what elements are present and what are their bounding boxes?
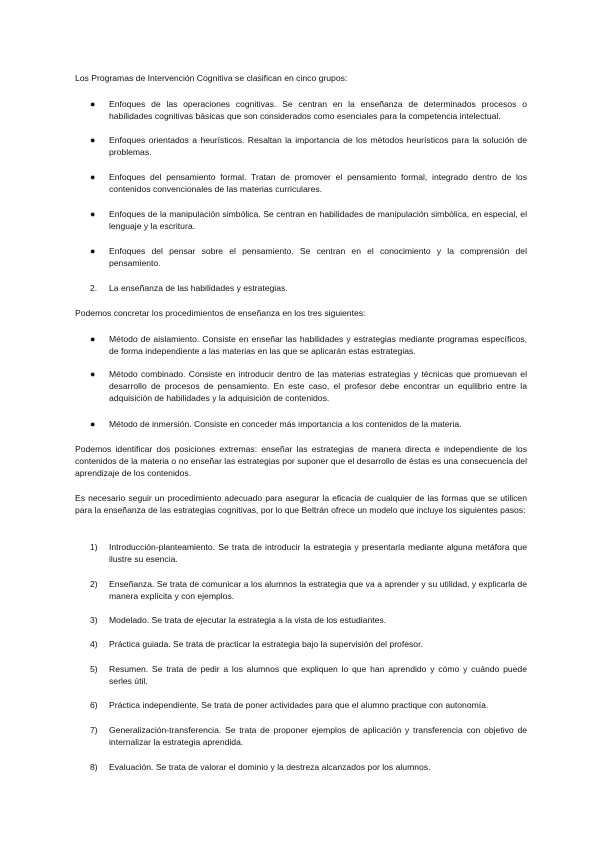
positions-paragraph: Podemos identificar dos posiciones extremas: enseñar las estrategias de manera directa e independiente de los contenidos de la materia o no enseñar las estrategias por suponer que el desarrollo de éstas es una consecuencia del aprendizaje de los contenidos.	[75, 444, 527, 478]
list-item-text: La enseñanza de las habilidades y estrategias.	[109, 283, 288, 293]
bullet-marker: ●	[90, 135, 96, 145]
list-item-text: Práctica guiada. Se trata de practicar la estrategia bajo la supervisión del profesor.	[109, 639, 423, 649]
list-item-group-2	[90, 134, 527, 158]
list-item-step-5	[90, 663, 527, 687]
bullet-marker: ●	[90, 99, 96, 109]
bullet-marker: ●	[90, 369, 96, 379]
procedures-intro: Podemos concretar los procedimientos de enseñanza en los tres siguientes:	[75, 308, 366, 318]
intro-paragraph: Los Programas de Intervención Cognitiva se clasifican en cinco grupos:	[75, 73, 348, 83]
list-item-group-4	[90, 208, 527, 232]
list-item-group-5	[90, 245, 527, 269]
list-item-step-7	[90, 724, 527, 748]
list-item-step-1	[90, 541, 527, 565]
list-item-text: Enfoques de las operaciones cognitivas. Se centran en la enseñanza de determinados procesos o habilidades cognitivas básicas que son considerados como esenciales para la competencia intelectual.	[109, 99, 527, 121]
list-item-text: Método de aislamiento. Consiste en enseñar las habilidades y estrategias mediante programas específicos, de forma independiente a las materias en las que se aplicarán estas estrategias.	[109, 334, 527, 356]
list-item-group-1	[90, 98, 527, 122]
list-item-text: Evaluación. Se trata de valorar el dominio y la destreza alcanzados por los alumnos.	[109, 762, 431, 772]
list-item-procedure-2	[90, 368, 527, 404]
number-marker: 3)	[90, 615, 98, 625]
number-marker: 2.	[90, 283, 98, 293]
list-item-text: Método de inmersión. Consiste en conceder más importancia a los contenidos de la materia.	[109, 419, 462, 429]
list-item-text: Enfoques orientados a heurísticos. Resaltan la importancia de los métodos heurísticos para la solución de problemas.	[109, 135, 527, 157]
list-item-text: Modelado. Se trata de ejecutar la estrategia a la vista de los estudiantes.	[109, 615, 387, 625]
list-item-text: Práctica independiente. Se trata de poner actividades para que el alumno practique con autonomía.	[109, 700, 489, 710]
list-item-text: Enfoques de la manipulación simbólica. Se centran en habilidades de manipulación simbólica, en especial, el lenguaje y la escritura.	[109, 209, 527, 231]
number-marker: 1)	[90, 542, 98, 552]
list-item-text: Método combinado. Consiste en introducir dentro de las materias estrategias y técnicas que promuevan el desarrollo de procesos de pensamiento. En este caso, el profesor debe encontrar un equilibrio entre la adquisición de habilidades y la adquisición de contenidos.	[109, 369, 527, 403]
number-marker: 2)	[90, 579, 98, 589]
list-item-text: Resumen. Se trata de pedir a los alumnos que expliquen lo que han aprendido y cómo y cuándo puede serles útil.	[109, 664, 527, 686]
number-marker: 6)	[90, 700, 98, 710]
list-item-step-6	[90, 699, 527, 711]
number-marker: 4)	[90, 639, 98, 649]
bullet-marker: ●	[90, 209, 96, 219]
list-item-step-3	[90, 614, 527, 626]
list-item-group-3	[90, 171, 527, 195]
list-item-text: Enseñanza. Se trata de comunicar a los alumnos la estrategia que va a aprender y su utilidad, y explicarla de manera explícita y con ejemplos.	[109, 579, 527, 601]
bullet-marker: ●	[90, 172, 96, 182]
number-marker: 7)	[90, 725, 98, 735]
bullet-marker: ●	[90, 246, 96, 256]
list-item-text: Enfoques del pensar sobre el pensamiento. Se centran en el conocimiento y la comprensión del pensamiento.	[109, 246, 527, 268]
list-item-procedure-1	[90, 333, 527, 357]
list-item-procedure-3	[90, 418, 527, 430]
number-marker: 8)	[90, 762, 98, 772]
bullet-marker: ●	[90, 419, 96, 429]
list-item-step-8	[90, 761, 527, 773]
list-item-step-4	[90, 638, 527, 650]
list-item-step-2	[90, 578, 527, 602]
list-item-text: Generalización-transferencia. Se trata de proponer ejemplos de aplicación y transferencia con objetivo de internalizar la estrategia aprendida.	[109, 725, 527, 747]
number-marker: 5)	[90, 664, 98, 674]
list-item-text: Introducción-planteamiento. Se trata de introducir la estrategia y presentarla mediante alguna metáfora que ilustre su esencia.	[109, 542, 527, 564]
list-item-text: Enfoques del pensamiento formal. Tratan de promover el pensamiento formal, integrado dentro de los contenidos convencionales de las materias curriculares.	[109, 172, 527, 194]
list-item-group-6	[90, 282, 527, 294]
bullet-marker: ●	[90, 334, 96, 344]
model-paragraph: Es necesario seguir un procedimiento adecuado para asegurar la eficacia de cualquier de las formas que se utilicen para la enseñanza de las estrategias cognitivas, por lo que Beltrán ofrece un modelo que incluye los siguientes pasos:	[75, 493, 527, 515]
